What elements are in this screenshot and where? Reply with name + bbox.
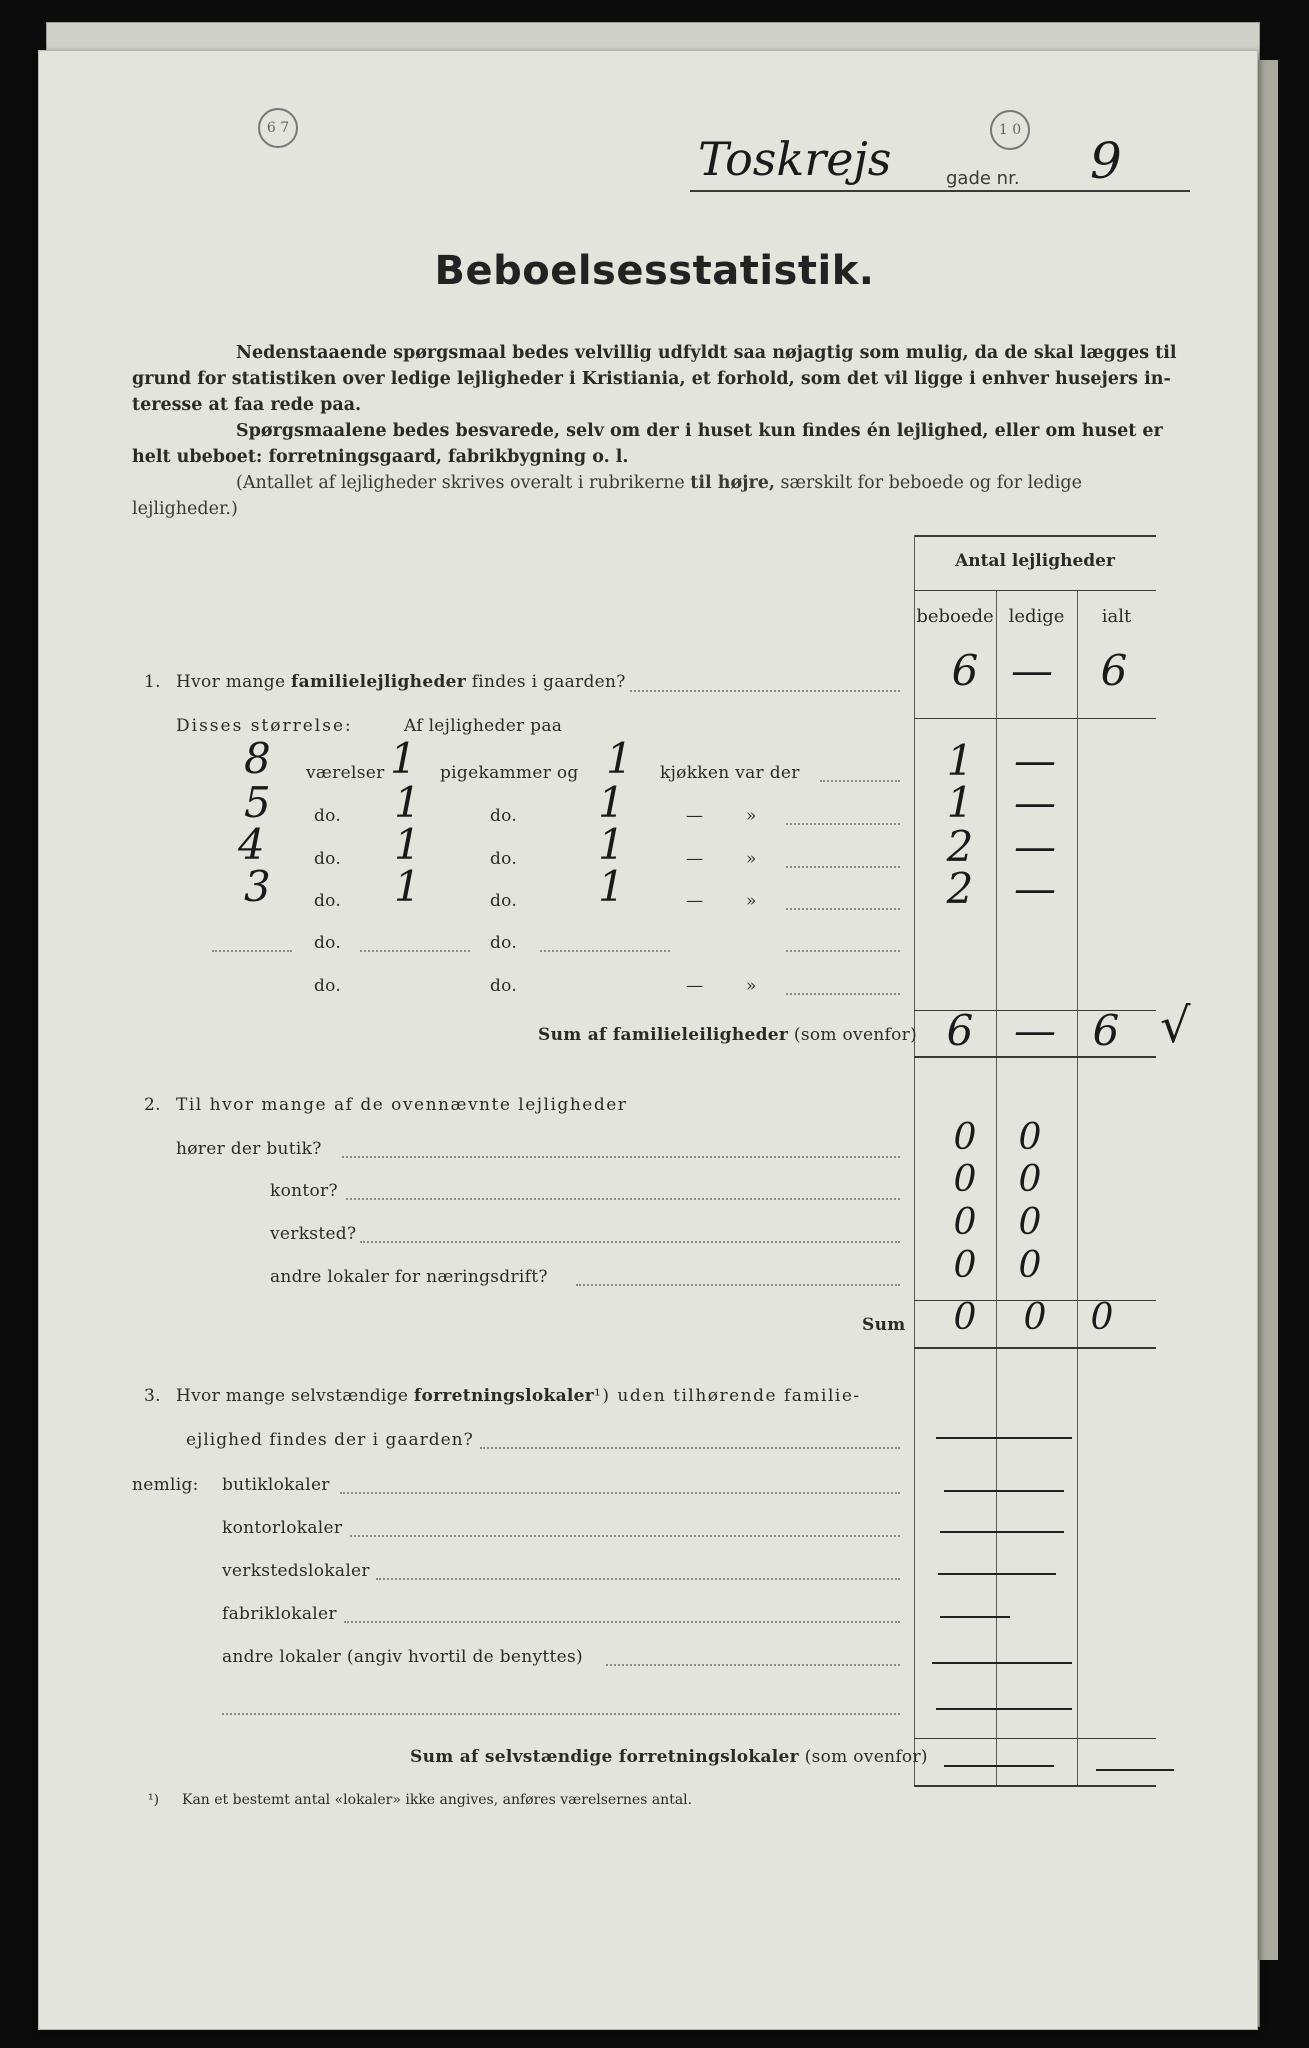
q1-row-6-quote: » [746, 976, 757, 996]
q1-row-4-beboede: 2 [946, 864, 974, 913]
q3-question-2: ejlighed findes der i gaarden? [186, 1430, 474, 1450]
q2-sum-label: Sum [862, 1315, 906, 1335]
q1-row-3-do-2: do. [490, 849, 518, 869]
q1-row-2-dash: — [686, 806, 704, 826]
col-header-beboede: beboede [916, 606, 994, 627]
col-group-header: Antal lejligheder [955, 551, 1115, 571]
intro-line-1: Nedenstaaende spørgsmaal bedes velvillig udfyldt saa nøjagtig som mulig, da de skal lægges til [236, 343, 1177, 363]
q1-row-3-dash: — [686, 849, 704, 869]
intro-line-2: grund for statistiken over ledige lejligheder i Kristiania, et forhold, som det vil ligge i enhver husejers in- [132, 369, 1171, 389]
q1-row-3-ledige: — [1014, 822, 1056, 871]
q3-number: 3. [144, 1386, 161, 1406]
footnote-mark: ¹) [148, 1792, 160, 1808]
intro-line-6 [236, 473, 1082, 493]
q3-sum-top-rule [914, 1738, 1156, 1739]
q1-row-5-do-1: do. [314, 933, 342, 953]
q1-sum-ledige: — [1014, 1006, 1056, 1055]
q1-row-2-rooms: 5 [244, 778, 271, 827]
q1-row-6-do-1: do. [314, 976, 342, 996]
q2-sum-beboede: 0 [953, 1297, 977, 1338]
q3-nemlig: nemlig: [132, 1475, 199, 1495]
q3-leader [480, 1447, 900, 1449]
q3-text-b: forretningslokaler [413, 1386, 595, 1406]
q3-sum-note: (som ovenfor) [804, 1747, 928, 1767]
q1-row-2-quote: » [746, 806, 757, 826]
q1-row-4-pige: 1 [394, 862, 421, 911]
intro-line-6a: (Antallet af lejligheder skrives overalt i rubrikerne [236, 473, 691, 493]
q3-text-a: Hvor mange selvstændige [176, 1386, 414, 1406]
q1-row-1-pige: 1 [390, 734, 417, 783]
q3-sum-beboede-dash [944, 1765, 1054, 1767]
q3-item-3-leader [376, 1578, 900, 1580]
intro-line-5: helt ubeboet: forretningsgaard, fabrikbygning o. l. [132, 447, 629, 467]
q1-row-3-pige: 1 [394, 820, 421, 869]
q3-sum-label: Sum af selvstændige forretningslokaler [410, 1747, 799, 1767]
q1-row-4-ledige: — [1014, 864, 1056, 913]
q3-item-6-blank-leader [222, 1713, 900, 1715]
intro-line-6b: til højre, [690, 473, 775, 493]
q3-sum-ialt-dash [1096, 1769, 1174, 1771]
q1-sum-ialt: 6 [1092, 1006, 1120, 1055]
street-name: Toskrejs [698, 132, 892, 186]
archive-stamp-right: 1 0 [990, 110, 1030, 150]
q1-ialt: 6 [1100, 646, 1128, 695]
q1-row-1-rooms: 8 [244, 734, 271, 783]
table-col-rule-1 [996, 590, 997, 1785]
q1-row-1-kjokken-label: kjøkken var der [660, 763, 800, 783]
q1-sum-line [538, 1025, 917, 1045]
page-title: Beboelsesstatistik. [434, 248, 875, 294]
q2-row-3-leader [360, 1241, 900, 1243]
q3-item-5-dash [932, 1662, 1072, 1664]
check-mark-icon: √ [1160, 998, 1191, 1054]
q3-item-5: andre lokaler (angiv hvortil de benyttes) [222, 1647, 583, 1667]
q1-row-1-pigekammer: pigekammer og [440, 763, 579, 783]
q2-row-2-label: kontor? [270, 1181, 338, 1201]
q1-row-1-ledige: — [1014, 736, 1056, 785]
q1-leader [630, 690, 900, 692]
q1-row-2-beboede: 1 [946, 778, 974, 827]
q2-row-3-label: verksted? [270, 1224, 357, 1244]
q1-row-1-leader [820, 780, 900, 782]
q3-item-1-dash [944, 1490, 1064, 1492]
q2-number: 2. [144, 1095, 161, 1115]
street-line [690, 132, 1190, 192]
q1-row-1-kjokken: 1 [606, 734, 633, 783]
q1-row-2-ledige: — [1014, 778, 1056, 827]
q3-sum-line [410, 1747, 928, 1767]
q1-row-3-do-1: do. [314, 849, 342, 869]
q3-total-dash [936, 1437, 1072, 1439]
q3-item-4-dash [940, 1616, 1010, 1618]
q3-item-2: kontorlokaler [222, 1518, 343, 1538]
q2-row-4-beboede: 0 [953, 1245, 977, 1286]
q1-row-3-leader [786, 866, 900, 868]
q3-item-3-dash [938, 1573, 1056, 1575]
q2-row-1-label: hører der butik? [176, 1139, 322, 1159]
q2-row-4-label: andre lokaler for næringsdrift? [270, 1267, 548, 1287]
col-header-ledige: ledige [1008, 606, 1065, 627]
q3-text-c: ¹) uden tilhørende familie- [594, 1386, 861, 1406]
q1-sizes-sub: Af lejligheder paa [404, 716, 563, 736]
q1-row-5-do-2: do. [490, 933, 518, 953]
q3-item-4-leader [344, 1621, 900, 1623]
q1-row-3-kjokken: 1 [598, 820, 625, 869]
q2-row-2-leader [346, 1198, 900, 1200]
q2-question: Til hvor mange af de ovennævnte lejligheder [176, 1095, 628, 1115]
q1-row-2-kjokken: 1 [598, 778, 625, 827]
q2-sum-ledige: 0 [1023, 1297, 1047, 1338]
table-col-rule-2 [1077, 590, 1078, 1785]
q1-row-3-quote: » [746, 849, 757, 869]
table-top-rule [914, 535, 1156, 537]
q3-item-6-dash [936, 1708, 1072, 1710]
q1-rule [914, 718, 1156, 719]
q1-row-6-do-2: do. [490, 976, 518, 996]
q2-sum-bottom-rule [914, 1347, 1156, 1349]
street-label: gade nr. [946, 168, 1020, 189]
q1-sum-note: (som ovenfor) [793, 1025, 918, 1045]
q3-item-4: fabriklokaler [222, 1604, 337, 1624]
q1-row-2-do-1: do. [314, 806, 342, 826]
q1-row-3-beboede: 2 [946, 822, 974, 871]
q1-row-5-leader [786, 950, 900, 952]
q2-row-2-ledige: 0 [1018, 1159, 1042, 1200]
q3-item-2-dash [940, 1531, 1064, 1533]
q1-row-2-do-2: do. [490, 806, 518, 826]
q1-text-b: familielejligheder [291, 672, 467, 692]
q1-row-5-kjokken-blank [540, 950, 670, 952]
q1-sum-bottom-rule [914, 1056, 1156, 1058]
q2-row-4-leader [576, 1284, 900, 1286]
q1-row-4-do-2: do. [490, 891, 518, 911]
q2-sum-ialt: 0 [1090, 1297, 1114, 1338]
q1-number: 1. [144, 672, 161, 692]
q1-text-c: findes i gaarden? [466, 672, 626, 692]
q1-row-6-leader [786, 993, 900, 995]
street-number: 9 [1090, 132, 1122, 190]
q1-sum-label: Sum af familieleiligheder [538, 1025, 789, 1045]
q1-row-4-kjokken: 1 [598, 862, 625, 911]
q1-row-1-beboede: 1 [946, 736, 974, 785]
q1-ledige: — [1011, 646, 1053, 695]
q2-row-3-ledige: 0 [1018, 1202, 1042, 1243]
q1-row-4-leader [786, 908, 900, 910]
archive-stamp-left: 6 7 [258, 108, 298, 148]
q1-row-2-leader [786, 823, 900, 825]
q3-sum-bottom-rule [914, 1785, 1156, 1787]
q2-row-1-ledige: 0 [1018, 1117, 1042, 1158]
q1-row-6-dash: — [686, 976, 704, 996]
q2-row-1-leader [342, 1156, 900, 1158]
q1-row-4-quote: » [746, 891, 757, 911]
intro-line-3: teresse at faa rede paa. [132, 395, 362, 415]
q1-row-2-pige: 1 [394, 778, 421, 827]
q1-row-3-rooms: 4 [238, 820, 265, 869]
intro-line-6c: særskilt for beboede og for ledige [774, 473, 1082, 493]
intro-line-4: Spørgsmaalene bedes besvarede, selv om der i huset kun findes én lejlighed, eller om huset er [236, 421, 1163, 441]
q3-item-5-leader [606, 1664, 900, 1666]
q1-row-4-dash: — [686, 891, 704, 911]
footnote-text: Kan et bestemt antal «lokaler» ikke angives, anføres værelsernes antal. [182, 1792, 693, 1808]
q1-sizes-label: Disses størrelse: [176, 716, 353, 736]
q1-text-a: Hvor mange [176, 672, 292, 692]
q2-row-2-beboede: 0 [953, 1159, 977, 1200]
q1-row-4-do-1: do. [314, 891, 342, 911]
q1-row-5-rooms-blank [212, 950, 292, 952]
q1-row-4-rooms: 3 [244, 862, 271, 911]
q1-beboede: 6 [951, 646, 979, 695]
q3-question [176, 1386, 861, 1406]
intro-line-7: lejligheder.) [132, 499, 238, 519]
q2-row-1-beboede: 0 [953, 1117, 977, 1158]
q3-item-1-leader [340, 1492, 900, 1494]
q1-row-1-vaerelser: værelser [306, 763, 385, 783]
q1-row-5-pige-blank [360, 950, 470, 952]
table-header-rule [914, 590, 1156, 591]
q2-row-3-beboede: 0 [953, 1202, 977, 1243]
q1-question [176, 672, 626, 692]
q1-sum-beboede: 6 [946, 1006, 974, 1055]
q3-item-2-leader [350, 1535, 900, 1537]
q3-item-3: verkstedslokaler [222, 1561, 370, 1581]
col-header-ialt: ialt [1101, 606, 1132, 627]
q3-item-1: butiklokaler [222, 1475, 330, 1495]
table-left-rule [914, 535, 915, 1785]
q2-row-4-ledige: 0 [1018, 1245, 1042, 1286]
